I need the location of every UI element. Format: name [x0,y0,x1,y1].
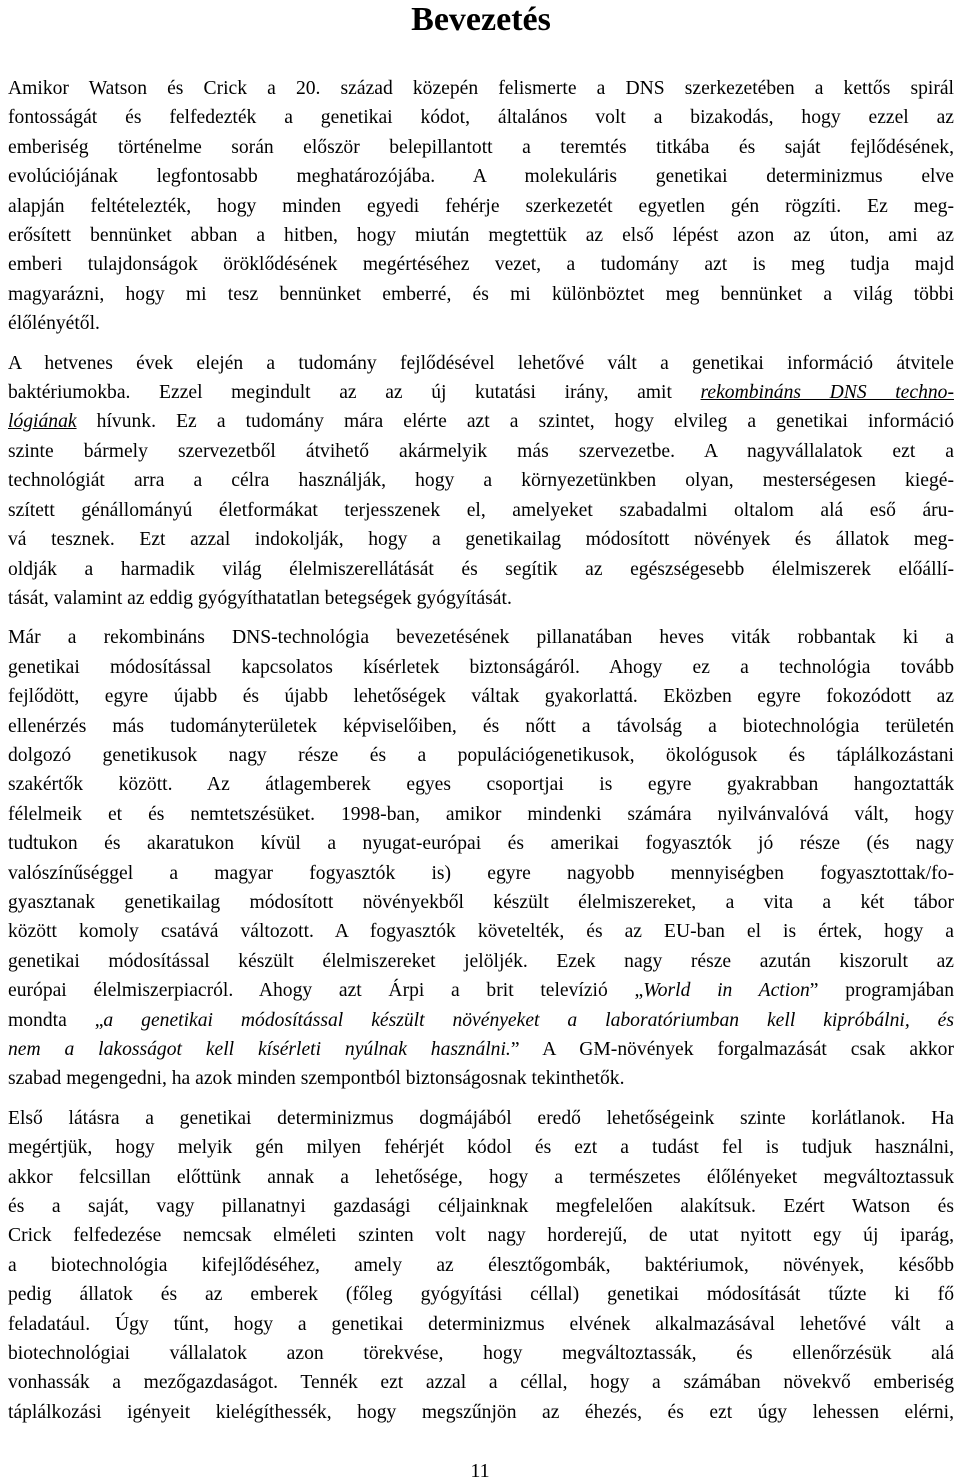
text-line: között komoly csatává változott. A fogyasztók követelték, és az EU-ban el is értek, hogy a [8,921,954,943]
text-line: a biotechnológia kifejlődéséhez, amely az élesztőgombák, baktériumok, növények, később [8,1254,954,1276]
text-line: tudtukon és akaratukon kívül a nyugat-európai és amerikai fogyasztók jó része (és nagy [8,833,954,855]
text-line: feladatául. Úgy tűnt, hogy a genetikai determinizmus elvének alkalmazásával lehetővé vált a [8,1313,954,1335]
text-line: és a saját, vagy pillanatnyi gazdasági céljainknak megfelelően alakítsuk. Ezért Watson és [8,1196,954,1218]
text-segment: európai élelmiszerpiacról. Ahogy azt Árpi a brit televízió „ [8,980,644,1002]
text-line: ellenérzés más tudományterületek képviselőiben, és nőtt a távolság a biotechnológia területén [8,715,954,737]
quote-text: a genetikai módosítással készült növényeket a laboratóriumban kell kipróbálni, és [103,1009,955,1031]
text-line: biotechnológiai vállalatok azon törekvése, hogy megváltoztassák, és ellenőrzésük alá [8,1343,954,1365]
text-line: valószínűséggel a magyar fogyasztók is) egyre nagyobb mennyiségben fogyasztottak/fo- [8,862,954,884]
text-line: fejlődött, egyre újabb és újabb lehetőségek váltak gyakorlattá. Eközben egyre fokozódott az [8,686,954,708]
text-line [8,1006,954,1035]
text-segment: mondta „ [8,1009,104,1031]
text-line: evolúciójának legfontosabb meghatározójába. A molekuláris genetikai determinizmus elve [8,166,954,188]
text-line: pedig állatok és az emberek (főleg gyógyítási céllal) genetikai módosítását tűzte ki fő [8,1284,954,1306]
paragraph-4 [8,1104,954,1427]
text-line: tását, valamint az eddig gyógyíthatatlan betegségek gyógyítását. [8,587,512,609]
text-segment: ” programjában [809,980,954,1002]
text-line: dolgozó genetikusok nagy része és a populációgenetikusok, ökológusok és táplálkozástani [8,744,954,766]
text-line: táplálkozási igényeit kielégíthessék, hogy megszűnjön az éhezés, és ezt úgy lehessen elérni, [8,1401,954,1423]
text-line: szabad megengedni, ha azok minden szempontból biztonságosnak tekinthetők. [8,1068,625,1090]
text-line: Már a rekombináns DNS-technológia bevezetésének pillanatában heves viták robbantak ki a [8,627,954,649]
quote-text: nem a lakosságot kell kísérleti nyúlnak használni. [8,1039,511,1060]
text-line: félelmeik et és nemtetszésüket. 1998-ban, amikor mindenki számára nyilvánvalóvá vált, hogy [8,803,954,825]
text-line [8,976,954,1005]
text-line: genetikai módosítással kapcsolatos kísérletek biztonságáról. Ahogy ez a technológia tovább [8,656,954,678]
text-line: fontosságát és felfedezték a genetikai kódot, általános volt a bizakodás, hogy ezzel az [8,107,954,129]
term-link-rekombinans-dns-cont[interactable]: lógiának [8,411,77,433]
text-line: megértjük, hogy melyik gén milyen fehérjét kódol és ezt a tudást fel is tudjuk használni, [8,1137,954,1159]
text-segment: ” A GM-növények forgalmazását csak akkor [510,1039,955,1060]
text-line: élőlényétől. [8,313,100,335]
text-line: akkor felcsillan előttünk annak a lehetősége, hogy a természetes élőlényeket megváltoztassuk [8,1166,954,1188]
text-line: genetikai módosítással készült élelmiszereket jelöljék. Ezek nagy része azután kiszorult az [8,950,954,972]
text-line: oldják a harmadik világ élelmiszerellátását és segítik az egészségesebb élelmiszerek előállí- [8,558,954,580]
text-line [8,407,954,436]
text-line: szinte bármely szervezetből átvihető akármelyik más szervezetbe. A nagyvállalatok ezt a [8,440,954,462]
term-link-rekombinans-dns[interactable]: rekombináns DNS techno- [700,382,954,404]
text-line: vá tesznek. Ezt azzal indokolják, hogy a genetikailag módosított növények és állatok meg- [8,529,954,551]
text-line: alapján feltételezték, hogy minden egyedi fehérje szerkezetét egyetlen gén rögzíti. Ez meg- [8,195,954,217]
paragraph-2 [8,349,954,614]
text-line [8,1035,954,1064]
text-line: szakértők között. Az átlagemberek egyes csoportjai is egyre gyakrabban hangoztatták [8,774,954,796]
text-line: A hetvenes évek elején a tudomány fejlődésével lehetővé vált a genetikai információ átvitele [8,352,954,374]
tv-program-title: World in Action [643,980,810,1002]
text-line: emberi tulajdonságok öröklődésének megértéséhez vezet, a tudomány azt is meg tudja majd [8,254,954,276]
page-title: Bevezetés [411,1,551,38]
page-number: 11 [470,1460,490,1482]
text-line: szített génállományú életformákat terjesszenek el, amelyeket szabadalmi oltalom alá eső áru- [8,499,954,521]
text-line: Crick felfedezése nemcsak elméleti szinten volt nagy horderejű, de utat nyitott egy új iparág, [8,1225,954,1247]
text-line: vonhassák a mezőgazdaságot. Tennék ezt azzal a céllal, hogy a számában növekvő emberiség [8,1372,954,1394]
text-segment: hívunk. Ez a tudomány mára elérte azt a szintet, hogy elvileg a genetikai információ [76,411,954,433]
text-segment: baktériumokba. Ezzel megindult az az új kutatási irány, amit [8,382,701,404]
text-line: erősített bennünket abban a hitben, hogy miután megtettük az első lépést azon az úton, ami az [8,225,954,247]
text-line: technológiát arra a célra használják, hogy a környezetünkben olyan, mesterségesen kiegé- [8,470,954,492]
text-line: magyarázni, hogy mi tesz bennünket emberré, és mi különböztet meg bennünket a világ többi [8,283,954,305]
document-page [8,0,954,1427]
text-line: Első látásra a genetikai determinizmus dogmájából eredő lehetőségeink szinte korlátlanok. Ha [8,1107,954,1129]
text-line: Amikor Watson és Crick a 20. század közepén felismerte a DNS szerkezetében a kettős spirál [8,78,954,99]
text-line: emberiség történelme során először belepillantott a teremtés titkába és saját fejlődésének, [8,136,954,158]
text-line [8,378,954,407]
paragraph-3 [8,623,954,1094]
paragraph-1 [8,74,954,339]
text-line: gyasztanak genetikailag módosított növényekből készült élelmiszereket, a vita a két tábor [8,891,954,913]
